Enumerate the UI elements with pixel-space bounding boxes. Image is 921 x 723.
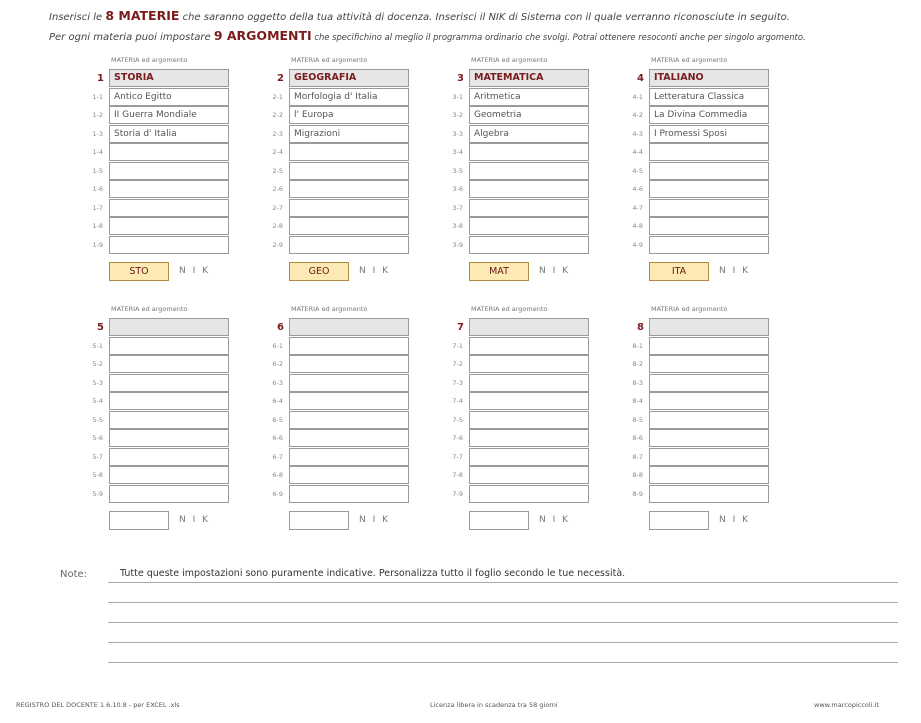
topic-field[interactable] <box>109 374 229 392</box>
topic-field[interactable] <box>289 355 409 373</box>
topic-index: 5-5 <box>92 415 103 424</box>
topic-index: 8-4 <box>632 397 643 405</box>
topic-field[interactable]: Storia d' Italia <box>109 125 229 143</box>
topic-index: 7-4 <box>452 397 463 405</box>
topic-field[interactable] <box>649 337 769 355</box>
topic-index: 4-3 <box>632 129 643 138</box>
subject-name-field[interactable]: STORIA <box>109 69 229 87</box>
notes-line <box>108 642 898 643</box>
subject-number: 8 <box>637 322 644 333</box>
block-caption: MATERIA ed argomento <box>651 305 728 313</box>
topic-field[interactable] <box>289 448 409 466</box>
topic-index: 3-5 <box>452 166 463 175</box>
topic-index: 4-6 <box>632 185 643 193</box>
topic-field[interactable]: Antico Egitto <box>109 88 229 106</box>
topic-field[interactable] <box>469 466 589 484</box>
topic-field[interactable] <box>469 429 589 447</box>
topic-index: 8-5 <box>632 415 643 424</box>
topic-index: 8-7 <box>632 452 643 461</box>
topic-field[interactable] <box>289 162 409 180</box>
topic-field[interactable] <box>289 337 409 355</box>
topic-index: 3-4 <box>452 148 463 156</box>
topic-field[interactable] <box>109 143 229 161</box>
subject-name-field[interactable]: MATEMATICA <box>469 69 589 87</box>
subject-number: 6 <box>277 322 284 333</box>
topic-field[interactable] <box>109 448 229 466</box>
topic-field[interactable] <box>469 180 589 198</box>
topic-index: 4-9 <box>632 240 643 249</box>
topic-field[interactable] <box>109 199 229 217</box>
block-caption: MATERIA ed argomento <box>111 56 188 64</box>
topic-field[interactable]: Aritmetica <box>469 88 589 106</box>
topic-index: 8-2 <box>632 360 643 368</box>
topic-field[interactable] <box>289 374 409 392</box>
nik-label: N I K <box>719 266 751 276</box>
subject-block-1 <box>86 56 261 291</box>
topic-field[interactable] <box>469 392 589 410</box>
topic-field[interactable] <box>469 143 589 161</box>
intro-2-highlight: 9 ARGOMENTI <box>213 28 312 43</box>
topic-field[interactable] <box>649 411 769 429</box>
nik-field[interactable] <box>289 511 349 530</box>
intro-2-a: Per ogni materia puoi impostare <box>49 32 214 43</box>
topic-index: 1-3 <box>92 129 103 138</box>
topic-field[interactable] <box>289 429 409 447</box>
block-caption: MATERIA ed argomento <box>471 56 548 64</box>
nik-label: N I K <box>179 266 211 276</box>
topic-field[interactable] <box>109 466 229 484</box>
topic-index: 8-1 <box>632 341 643 350</box>
notes-label: Note: <box>60 569 88 580</box>
block-caption: MATERIA ed argomento <box>471 305 548 313</box>
topic-field[interactable] <box>649 355 769 373</box>
topic-index: 6-6 <box>272 434 283 442</box>
topic-field[interactable] <box>109 411 229 429</box>
notes-line <box>108 602 898 603</box>
topic-index: 1-7 <box>92 203 103 212</box>
topic-field[interactable] <box>649 466 769 484</box>
topic-field[interactable] <box>289 217 409 235</box>
topic-index: 3-8 <box>452 222 463 230</box>
topic-index: 7-2 <box>452 360 463 368</box>
topic-field[interactable] <box>289 143 409 161</box>
topic-field[interactable] <box>109 485 229 503</box>
topic-field[interactable] <box>649 485 769 503</box>
topic-index: 6-5 <box>272 415 283 424</box>
subject-block-2 <box>266 56 441 291</box>
topic-field[interactable] <box>289 466 409 484</box>
topic-index: 6-1 <box>272 341 283 350</box>
intro-2-c: che specifichino al meglio il programma ordinario che svolgi. Potrai ottenere resoconti anche per singolo argomento. <box>311 32 806 42</box>
topic-index: 2-7 <box>272 203 283 212</box>
topic-field[interactable] <box>649 143 769 161</box>
notes-line <box>108 622 898 623</box>
topic-field[interactable] <box>469 199 589 217</box>
topic-index: 5-7 <box>92 452 103 461</box>
block-caption: MATERIA ed argomento <box>651 56 728 64</box>
topic-index: 4-8 <box>632 222 643 230</box>
topic-field[interactable] <box>649 162 769 180</box>
nik-label: N I K <box>179 515 211 525</box>
notes-line <box>108 582 898 583</box>
topic-index: 2-1 <box>272 92 283 101</box>
topic-index: 2-8 <box>272 222 283 230</box>
topic-field[interactable] <box>109 180 229 198</box>
topic-index: 6-7 <box>272 452 283 461</box>
subject-name-field[interactable] <box>289 318 409 336</box>
topic-index: 5-8 <box>92 471 103 479</box>
topic-field[interactable] <box>649 392 769 410</box>
nik-field[interactable]: ITA <box>649 262 709 281</box>
topic-index: 1-6 <box>92 185 103 193</box>
nik-field[interactable]: MAT <box>469 262 529 281</box>
subject-name-field[interactable]: GEOGRAFIA <box>289 69 409 87</box>
footer-license: Licenza libera in scadenza tra 58 giorni <box>430 701 558 709</box>
topic-field[interactable]: I Promessi Sposi <box>649 125 769 143</box>
topic-field[interactable] <box>289 485 409 503</box>
topic-index: 3-1 <box>452 92 463 101</box>
topic-field[interactable] <box>469 374 589 392</box>
topic-field[interactable] <box>649 199 769 217</box>
topic-index: 2-6 <box>272 185 283 193</box>
topic-index: 5-1 <box>92 341 103 350</box>
topic-field[interactable] <box>469 355 589 373</box>
topic-index: 2-5 <box>272 166 283 175</box>
topic-index: 5-2 <box>92 360 103 368</box>
subject-name-field[interactable] <box>469 318 589 336</box>
topic-index: 2-9 <box>272 240 283 249</box>
topic-index: 7-7 <box>452 452 463 461</box>
topic-field[interactable] <box>289 392 409 410</box>
topic-field[interactable] <box>469 448 589 466</box>
topic-field[interactable] <box>469 337 589 355</box>
subject-name-field[interactable] <box>109 318 229 336</box>
topic-index: 5-6 <box>92 434 103 442</box>
nik-field[interactable] <box>649 511 709 530</box>
topic-field[interactable] <box>469 217 589 235</box>
subject-block-8 <box>626 305 801 540</box>
topic-field[interactable] <box>289 411 409 429</box>
nik-label: N I K <box>359 515 391 525</box>
topic-field[interactable]: Morfologia d' Italia <box>289 88 409 106</box>
topic-index: 1-4 <box>92 148 103 156</box>
footer-website[interactable]: www.marcopiccoli.it <box>814 701 879 709</box>
topic-index: 1-2 <box>92 111 103 119</box>
topic-field[interactable] <box>109 337 229 355</box>
topic-field[interactable] <box>109 392 229 410</box>
topic-field[interactable] <box>289 180 409 198</box>
subject-number: 7 <box>457 322 464 333</box>
topic-index: 5-3 <box>92 378 103 387</box>
topic-index: 6-4 <box>272 397 283 405</box>
topic-field[interactable] <box>469 411 589 429</box>
notes-text[interactable]: Tutte queste impostazioni sono puramente indicative. Personalizza tutto il foglio secondo le tue necessità. <box>120 568 626 579</box>
topic-field[interactable] <box>469 485 589 503</box>
topic-field[interactable] <box>289 199 409 217</box>
topic-index: 6-2 <box>272 360 283 368</box>
topic-index: 6-8 <box>272 471 283 479</box>
topic-field[interactable]: Migrazioni <box>289 125 409 143</box>
block-caption: MATERIA ed argomento <box>111 305 188 313</box>
block-caption: MATERIA ed argomento <box>291 305 368 313</box>
topic-index: 2-2 <box>272 111 283 119</box>
topic-index: 7-5 <box>452 415 463 424</box>
subject-block-3 <box>446 56 621 291</box>
topic-index: 4-2 <box>632 111 643 119</box>
topic-index: 7-3 <box>452 378 463 387</box>
topic-index: 5-9 <box>92 489 103 498</box>
topic-index: 3-7 <box>452 203 463 212</box>
topic-index: 4-1 <box>632 92 643 101</box>
subject-block-5 <box>86 305 261 540</box>
intro-1-a: Inserisci le <box>49 12 106 23</box>
topic-field[interactable] <box>649 236 769 254</box>
subject-number: 2 <box>277 73 284 84</box>
nik-label: N I K <box>539 515 571 525</box>
intro-1-c: che saranno oggetto della tua attività di docenza. Inserisci il NIK di Sistema con il quale verranno riconosciute in seguito. <box>179 12 790 23</box>
topic-index: 8-9 <box>632 489 643 498</box>
topic-field[interactable]: Geometria <box>469 106 589 124</box>
topic-index: 3-2 <box>452 111 463 119</box>
topic-index: 7-6 <box>452 434 463 442</box>
topic-index: 3-9 <box>452 240 463 249</box>
nik-label: N I K <box>359 266 391 276</box>
topic-index: 7-1 <box>452 341 463 350</box>
topic-field[interactable] <box>109 236 229 254</box>
nik-field[interactable] <box>469 511 529 530</box>
topic-index: 3-3 <box>452 129 463 138</box>
nik-field[interactable] <box>109 511 169 530</box>
intro-1-highlight: 8 MATERIE <box>105 8 180 23</box>
block-caption: MATERIA ed argomento <box>291 56 368 64</box>
subject-name-field[interactable]: ITALIANO <box>649 69 769 87</box>
subject-block-7 <box>446 305 621 540</box>
subject-block-6 <box>266 305 441 540</box>
topic-field[interactable] <box>109 355 229 373</box>
topic-field[interactable]: l' Europa <box>289 106 409 124</box>
topic-field[interactable]: Algebra <box>469 125 589 143</box>
nik-label: N I K <box>719 515 751 525</box>
subject-name-field[interactable] <box>649 318 769 336</box>
topic-index: 8-3 <box>632 378 643 387</box>
topic-index: 1-5 <box>92 166 103 175</box>
topic-index: 4-4 <box>632 148 643 156</box>
topic-index: 7-9 <box>452 489 463 498</box>
intro-line-1 <box>49 8 790 23</box>
topic-field[interactable] <box>109 429 229 447</box>
topic-field[interactable] <box>649 180 769 198</box>
topic-field[interactable] <box>469 162 589 180</box>
topic-field[interactable] <box>109 217 229 235</box>
subject-number: 5 <box>97 322 104 333</box>
nik-label: N I K <box>539 266 571 276</box>
subject-number: 3 <box>457 73 464 84</box>
topic-index: 1-8 <box>92 222 103 230</box>
topic-field[interactable] <box>649 429 769 447</box>
topic-index: 6-9 <box>272 489 283 498</box>
subject-block-4 <box>626 56 801 291</box>
topic-field[interactable]: II Guerra Mondiale <box>109 106 229 124</box>
nik-field[interactable]: GEO <box>289 262 349 281</box>
notes-line <box>108 662 898 663</box>
topic-index: 7-8 <box>452 471 463 479</box>
topic-index: 5-4 <box>92 397 103 405</box>
footer-app-version: REGISTRO DEL DOCENTE 1.6.10.8 - per EXCEL .xls <box>16 701 180 709</box>
subject-number: 1 <box>97 73 104 84</box>
topic-field[interactable] <box>649 374 769 392</box>
topic-field[interactable]: Letteratura Classica <box>649 88 769 106</box>
topic-field[interactable] <box>649 217 769 235</box>
topic-index: 2-3 <box>272 129 283 138</box>
topic-index: 4-5 <box>632 166 643 175</box>
topic-index: 1-9 <box>92 240 103 249</box>
topic-field[interactable] <box>649 448 769 466</box>
topic-index: 3-6 <box>452 185 463 193</box>
topic-field[interactable] <box>289 236 409 254</box>
topic-field[interactable] <box>109 162 229 180</box>
topic-index: 4-7 <box>632 203 643 212</box>
subject-number: 4 <box>637 73 644 84</box>
intro-line-2 <box>49 28 806 43</box>
nik-field[interactable]: STO <box>109 262 169 281</box>
topic-field[interactable]: La Divina Commedia <box>649 106 769 124</box>
topic-field[interactable] <box>469 236 589 254</box>
topic-index: 2-4 <box>272 148 283 156</box>
topic-index: 6-3 <box>272 378 283 387</box>
topic-index: 8-8 <box>632 471 643 479</box>
topic-index: 1-1 <box>92 92 103 101</box>
topic-index: 8-6 <box>632 434 643 442</box>
